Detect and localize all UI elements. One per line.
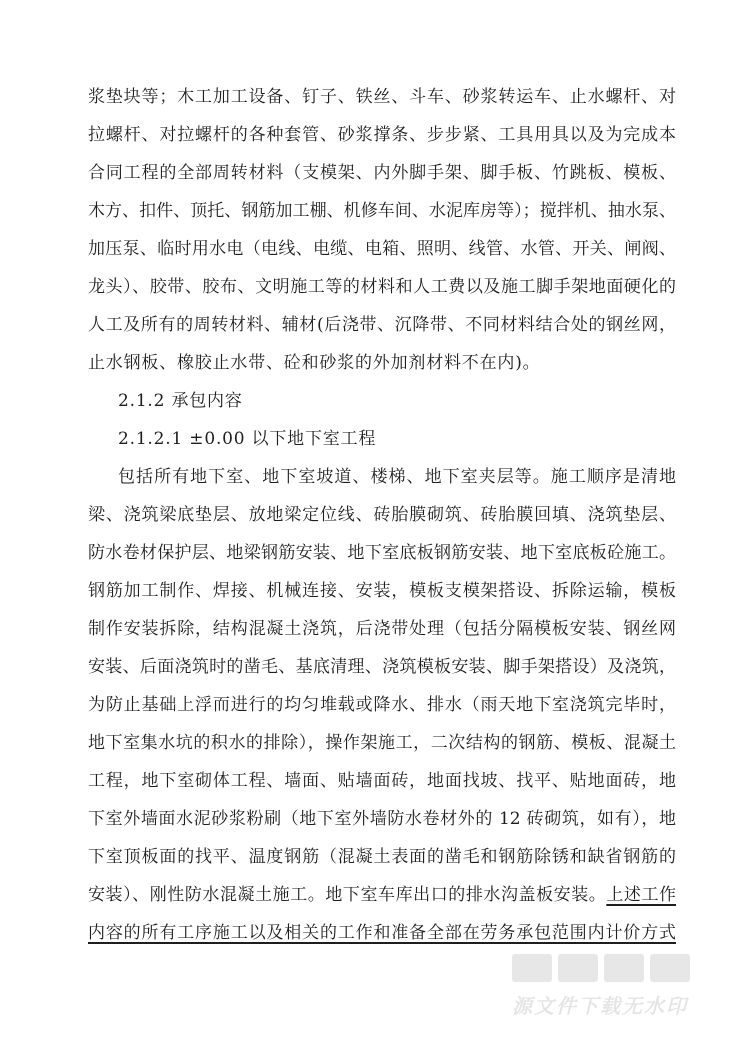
paragraph-line: 下室外墙面水泥砂浆粉刷（地下室外墙防水卷材外的 12 砖砌筑，如有），地 xyxy=(88,809,676,829)
paragraph-line: 木方、扣件、顶托、钢筋加工棚、机修车间、水泥库房等）；搅拌机、抽水泵、 xyxy=(88,201,676,221)
watermark-text: 源文件下载无水印 xyxy=(512,994,688,1018)
paragraph-line: 安装、后面浇筑时的凿毛、基底清理、浇筑模板安装、脚手架搭设）及浇筑， xyxy=(88,657,676,677)
paragraph-line: 加压泵、临时用水电（电线、电缆、电箱、照明、线管、水管、开关、闸阀、 xyxy=(88,239,676,259)
text-span: 安装）、刚性防水混凝土施工。地下室车库出口的排水沟盖板安装。 xyxy=(88,885,607,905)
paragraph-line: 止水钢板、橡胶止水带、砼和砂浆的外加剂材料不在内)。 xyxy=(88,353,541,373)
paragraph-line: 人工及所有的周转材料、辅材(后浇带、沉降带、不同材料结合处的钢丝网， xyxy=(88,315,676,335)
underlined-text: 上述工作 xyxy=(606,885,677,905)
paragraph-line: 工程，地下室砌体工程、墙面、贴墙面砖，地面找坡、找平、贴地面砖，地 xyxy=(88,771,676,791)
paragraph-line: 合同工程的全部周转材料（支模架、内外脚手架、脚手板、竹跳板、模板、 xyxy=(88,163,676,183)
paragraph-line xyxy=(88,880,676,910)
paragraph-line: 包括所有地下室、地下室坡道、楼梯、地下室夹层等。施工顺序是清地 xyxy=(118,467,676,487)
section-heading-2-1-2: 2.1.2 承包内容 xyxy=(118,391,243,411)
paragraph-line: 梁、浇筑梁底垫层、放地梁定位线、砖胎膜砌筑、砖胎膜回填、浇筑垫层、 xyxy=(88,505,676,525)
paragraph-line: 下室顶板面的找平、温度钢筋（混凝土表面的凿毛和钢筋除锈和缺省钢筋的 xyxy=(88,847,676,867)
paragraph-line: 防水卷材保护层、地梁钢筋安装、地下室底板钢筋安装、地下室底板砼施工。 xyxy=(88,543,676,563)
watermark-logo xyxy=(512,954,690,982)
section-heading-2-1-2-1: 2.1.2.1 ±0.00 以下地下室工程 xyxy=(118,429,377,449)
paragraph-line: 龙头）、胶带、胶布、文明施工等的材料和人工费以及施工脚手架地面硬化的 xyxy=(88,277,676,297)
paragraph-line: 拉螺杆、对拉螺杆的各种套管、砂浆撑条、步步紧、工具用具以及为完成本 xyxy=(88,125,676,145)
paragraph-line: 为防止基础上浮而进行的均匀堆载或降水、排水（雨天地下室浇筑完毕时， xyxy=(88,695,676,715)
underlined-paragraph-line: 内容的所有工序施工以及相关的工作和准备全部在劳务承包范围内计价方式 xyxy=(88,923,676,943)
paragraph-line: 制作安装拆除，结构混凝土浇筑，后浇带处理（包括分隔模板安装、钢丝网 xyxy=(88,619,676,639)
paragraph-line: 浆垫块等；木工加工设备、钉子、铁丝、斗车、砂浆转运车、止水螺杆、对 xyxy=(88,87,676,107)
paragraph-line: 钢筋加工制作、焊接、机械连接、安装，模板支模架搭设、拆除运输，模板 xyxy=(88,581,676,601)
paragraph-line: 地下室集水坑的积水的排除），操作架施工，二次结构的钢筋、模板、混凝土 xyxy=(88,733,676,753)
